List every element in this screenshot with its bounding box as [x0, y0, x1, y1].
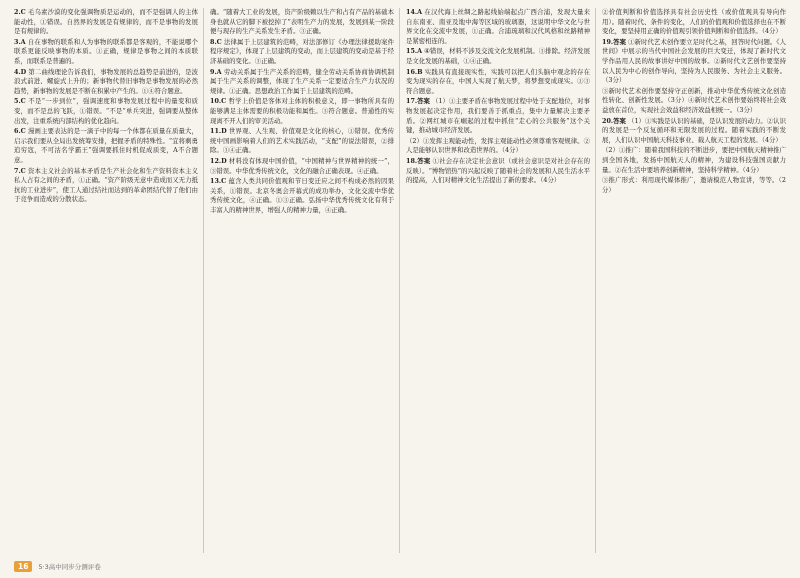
book-title: 5·3高中同步分测评卷	[38, 562, 101, 571]
answer-text: 法律属于上层建筑的范畴，对法部修订《办理法律援助案件程序规定》，体现了上层建筑的变动，而上层建筑的变动是基于经济基础的变化。③正确。	[210, 37, 394, 65]
question-number: 3.A	[14, 37, 26, 46]
answer-text: 哲学上价值是客体对主体的积极意义，即一事物所具有的能够满足主体需要的积极功能和属性。③符合题意。普通性的实现离不开人们的审美活动。	[210, 97, 394, 125]
answer-column-3	[406, 8, 590, 553]
answer-paragraph	[14, 127, 198, 165]
answer-column-4	[602, 8, 786, 553]
answer-column-1	[14, 8, 198, 553]
answer-text: 第二曲线理论告诉我们，事物发展的总趋势是前进的，是波浪式前进、螺旋式上升的；新事物代替旧事物是事物发展的必然趋势，新事物的发展是不断在积累中产生的。①④符合题意。	[14, 67, 198, 95]
answer-paragraph	[210, 177, 394, 215]
column-divider	[595, 8, 596, 553]
question-number: 2.C	[14, 8, 26, 16]
answer-paragraph	[406, 137, 590, 156]
answer-text: 自在事物的联系和人为事物的联系都是客观的，不能说哪个联系更能反映事物的本质。①正确，规律是事物之间的本质联系，而联系是普遍的。	[14, 37, 198, 65]
answer-paragraph	[14, 167, 198, 205]
column-divider	[399, 8, 400, 553]
answer-text: ①社会存在决定社会意识（或社会意识是对社会存在的反映）。“博物馆热”的兴起反映了随着社会的发展和人民生活水平的提高，人们对精神文化生活提出了新的要求。（4分）	[406, 156, 590, 185]
answer-paragraph	[602, 87, 786, 116]
question-number: 9.A	[210, 67, 222, 76]
answer-paragraph	[602, 38, 786, 86]
answer-paragraph	[210, 68, 394, 97]
question-number: 19.答案	[602, 37, 627, 46]
answer-paragraph	[210, 97, 394, 126]
answer-text: ①新时代艺术创作要立足时代之基，回答时代问题。《人世间》中展示的当代中国社会发展的巨大变迁，体现了新时代文学作品用人民的故事讲好中国的故事。②新时代文艺创作要坚持以人民为中心的创作导向，坚持为人民服务、为社会主义服务。（3分）	[602, 37, 786, 85]
question-number: 20.答案	[602, 116, 626, 125]
question-number: 4.D	[14, 67, 27, 76]
question-number: 11.D	[210, 127, 227, 136]
answer-paragraph	[406, 47, 590, 66]
answer-text: （2）①发挥主观能动性，发挥主观能动性必须尊重客观规律。②人是能够认识世界和改造世界的。（4分）	[406, 136, 590, 155]
question-number: 7.C	[14, 166, 26, 175]
answer-text: ③新时代艺术创作要坚持守正创新，推动中华优秀传统文化创造性转化、创新性发展。（3分）④新时代艺术创作要始终将社会效益放在首位，实现社会效益和经济效益相统一。（3分）	[602, 86, 786, 114]
answer-paragraph	[406, 8, 590, 46]
answer-text: （1）①主要矛盾在事物发展过程中处于支配地位，对事物发展起决定作用，我们要善于抓重点，集中力量解决主要矛盾。②网红城市在崛起的过程中抓住“走心的公共服务”这个关键，推动城市经济发展。	[406, 97, 590, 135]
answer-paragraph	[14, 68, 198, 97]
question-number: 5.C	[14, 97, 26, 106]
column-divider	[203, 8, 204, 553]
answer-paragraph	[210, 38, 394, 67]
answer-text: 不是“一步到位”，强调速度和事物发展过程中的量变和质变，而不是总的飞跃，①错误。“不是”单兵突进，强调要从整体出发，注重系统内部结构的优化趋向。	[14, 97, 198, 125]
question-number: 6.C	[14, 127, 26, 136]
answer-text: 材料没有体现中国价值，“中国精神与世界精神的统一”，③错误。中华优秀传统文化，文化的融合正确表现。④正确。	[210, 156, 394, 175]
question-number: 18.答案	[406, 156, 431, 165]
answer-paragraph	[602, 176, 786, 195]
answer-paragraph	[14, 8, 198, 37]
answer-text: ②价值判断和价值选择具有社会历史性（或价值观具有导向作用）。随着时代、条件的变化，人们的价值观和价值选择也在不断变化，要坚持用正确的价值观引领价值判断和价值选择。（4分）	[602, 8, 786, 36]
answer-paragraph	[210, 8, 394, 37]
answer-text: 劳动关系属于生产关系的范畴，健全劳动关系协商协调机制属于生产关系的调整，体现了生产关系一定要适合生产力状况的规律。①正确。思想政治工作属于上层建筑的范畴。	[210, 67, 394, 95]
answer-text: 实践具有直接现实性，实践可以把人们头脑中观念的存在变为现实的存在，中国人实现了航天梦，将梦想变成现实。①③符合题意。	[406, 67, 590, 95]
answer-text: 资本主义社会的基本矛盾是生产社会化和生产资料资本主义私人占有之间的矛盾，①正确。“资产阶级无意中造成而又无力抵抗的工业进步”，使工人通过结社而达到的革命团结代替了他们由于竞争而造成的分散状态。	[14, 166, 198, 204]
answer-paragraph	[406, 97, 590, 135]
page-footer	[14, 559, 101, 573]
question-number: 13.C	[210, 177, 227, 186]
answer-paragraph	[14, 97, 198, 126]
answer-text: 世界观、人生观、价值观是文化的核心，①错误。优秀传统中国画影响着人们的艺术实践活动，“支配”的说法错误，②排除。③④正确。	[210, 127, 394, 155]
answer-paragraph	[602, 8, 786, 37]
answer-text: 在汉代海上丝绸之路起线始端起点广西合浦，发现大量来自东南亚、南亚及地中海等区域的玻璃器，这说明中华文化与世界文化在交流中发展，①正确。合浦琉璃和汉代风格和丝路精神是紧密相连的。	[406, 8, 590, 45]
question-number: 12.D	[210, 156, 227, 165]
question-number: 15.A	[406, 47, 423, 56]
answer-paragraph	[210, 127, 394, 156]
answer-paragraph	[602, 117, 786, 146]
answer-paragraph	[210, 157, 394, 176]
answer-text: 蕴含人类共同价值观和节日变迁应之间不构成必然的因果关系，①错误。北京冬奥会开幕式的成功举办，文化交流中华优秀传统文化，④正确。①③正确。弘扬中华优秀传统文化有利于丰富人的精神世界，增强人的精神力量，④正确。	[210, 177, 394, 214]
answer-text: （2）①推广：随着我国科技的不断进步，要把中国航天精神推广到全国各地，发扬中国航天人的精神，为建设科技强国贡献力量。②在生活中要培养创新精神，坚持科学精神。（4分）	[602, 146, 786, 174]
answer-paragraph	[14, 38, 198, 67]
question-number: 16.B	[406, 67, 423, 76]
page-number: 16	[14, 561, 32, 572]
answer-text: ③推广形式：利用现代媒体推广，邀请模范人物宣讲，等等。（2分）	[602, 176, 786, 194]
answer-text: 漫画主要表达的是一滴子中的每一个体都在质量在质量大，启示我们要从全局出发统筹安排，把握矛盾的特殊性。“宜将剩勇追穷寇，不可沽名学霸王”强调要抓住时机促成质变，A不合题意。	[14, 127, 198, 164]
answer-paragraph	[406, 68, 590, 97]
answer-column-2	[210, 8, 394, 553]
question-number: 14.A	[406, 8, 423, 16]
question-number: 10.C	[210, 97, 227, 106]
answer-text: 毛乌素沙漠的变化强调物质是运动的，而不是强调人的主体能动性，①错误。自然界的发展是有规律的，而不是事物的发展是有规律的。	[14, 8, 198, 36]
answer-paragraph	[602, 146, 786, 175]
answer-text: （1）①实践是认识的基础，是认识发展的动力。②认识的发展是一个反复循环和无限发展的过程。随着实践的不断发展，人们认识中国航天科技事业、载人航天工程的发展。（4分）	[602, 116, 786, 144]
answer-text: 确。“随着大工业的发展，资产阶级赖以生产和占有产品的基础本身也就从它的脚下被挖掉了”表明生产力的发展，发展到某一阶段便与现存的生产关系发生矛盾。③正确。	[210, 8, 394, 36]
answer-paragraph	[406, 157, 590, 186]
answer-text: ④错误，材料不涉及交流文化发展机制。③排除。经济发展是文化发展的基础，①④正确。	[406, 47, 590, 65]
question-number: 8.C	[210, 37, 222, 46]
question-number: 17.答案	[406, 97, 430, 106]
